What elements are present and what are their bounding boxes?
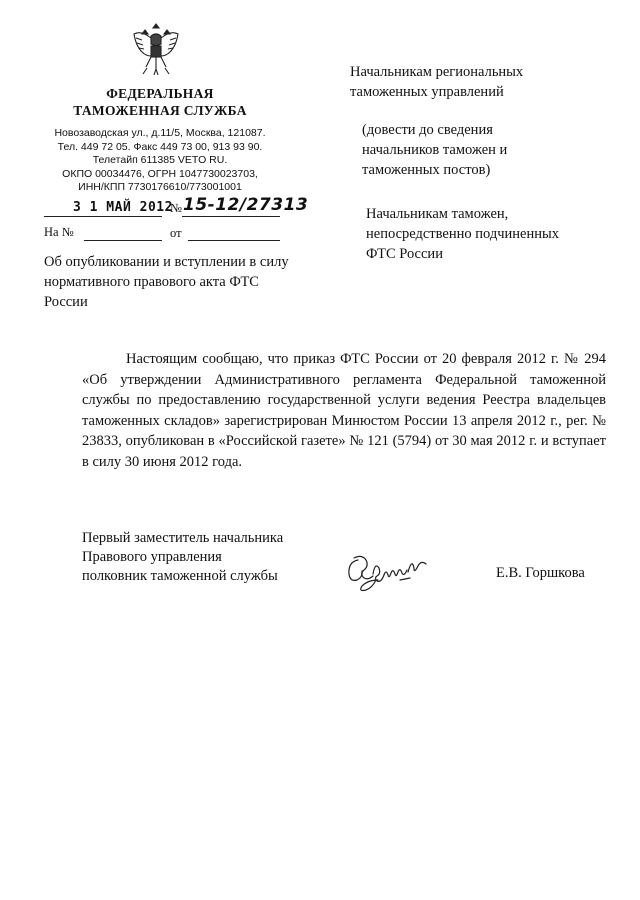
registration-number-handwritten: 15-12/27313	[183, 195, 309, 215]
handwritten-signature	[340, 550, 435, 596]
signatory-position-line: полковник таможенной службы	[82, 568, 278, 584]
recipient-line: Начальникам региональных	[350, 64, 524, 80]
date-underline	[44, 216, 162, 217]
org-name-line1: ФЕДЕРАЛЬНАЯ	[106, 86, 214, 101]
address-line: ИНН/КПП 7730176610/773001001	[78, 181, 242, 193]
reference-date-label: от	[170, 226, 182, 240]
signatory-position	[82, 529, 342, 586]
recipient-line: Начальникам таможен,	[366, 206, 509, 222]
document-subject: Об опубликовании и вступлении в силу нормативного правового акта ФТС России	[44, 254, 289, 310]
address-line: Тел. 449 72 05. Факс 449 73 00, 913 93 90.	[57, 140, 263, 153]
body-paragraph: Настоящим сообщаю, что приказ ФТС России от 20 февраля 2012 г. № 294 «Об утверждении Административного регламента Федеральной таможенной службы по предоставлению государственной услуги ведения Реестра владельцев таможенных складов» зарегистрирован Минюстом России 13 апреля 2012 г., рег. № 23833, опубликован в «Российской газете» № 121 (5794) от 30 мая 2012 г. и вступает в силу 30 июня 2012 года.	[82, 351, 606, 470]
signatory-position-line: Первый заместитель начальника	[82, 530, 284, 546]
letter-body	[82, 349, 606, 472]
signatory-position-line: Правового управления	[82, 549, 222, 565]
reference-date-underline	[188, 240, 280, 241]
number-sign: №	[170, 201, 182, 215]
reference-number-label: На №	[44, 225, 74, 239]
number-underline	[182, 216, 280, 217]
signatory-name: Е.В. Горшкова	[496, 565, 585, 581]
date-stamp: 3 1 МАЙ 2012	[73, 200, 173, 215]
recipient-line: таможенных управлений	[350, 84, 504, 100]
address-line: Новозаводская ул., д.11/5, Москва, 121087.	[54, 127, 266, 139]
recipient-line: таможенных постов)	[362, 162, 491, 178]
recipient-group-1	[350, 62, 523, 102]
recipient-line: начальников таможен и	[362, 142, 508, 158]
recipient-note	[362, 120, 507, 180]
recipient-line: непосредственно подчиненных	[366, 226, 559, 242]
recipient-group-2	[366, 204, 559, 264]
recipient-line: ФТС России	[366, 246, 443, 262]
reference-number-underline	[84, 240, 162, 241]
address-block	[40, 127, 280, 195]
recipient-line: (довести до сведения	[362, 122, 493, 138]
address-line: ОКПО 00034476, ОГРН 1047730023703,	[62, 167, 258, 180]
org-name-line2: ТАМОЖЕННАЯ СЛУЖБА	[73, 103, 247, 118]
address-line: Телетайп 611385 VETO RU.	[92, 154, 228, 166]
coat-of-arms-emblem	[131, 20, 181, 78]
